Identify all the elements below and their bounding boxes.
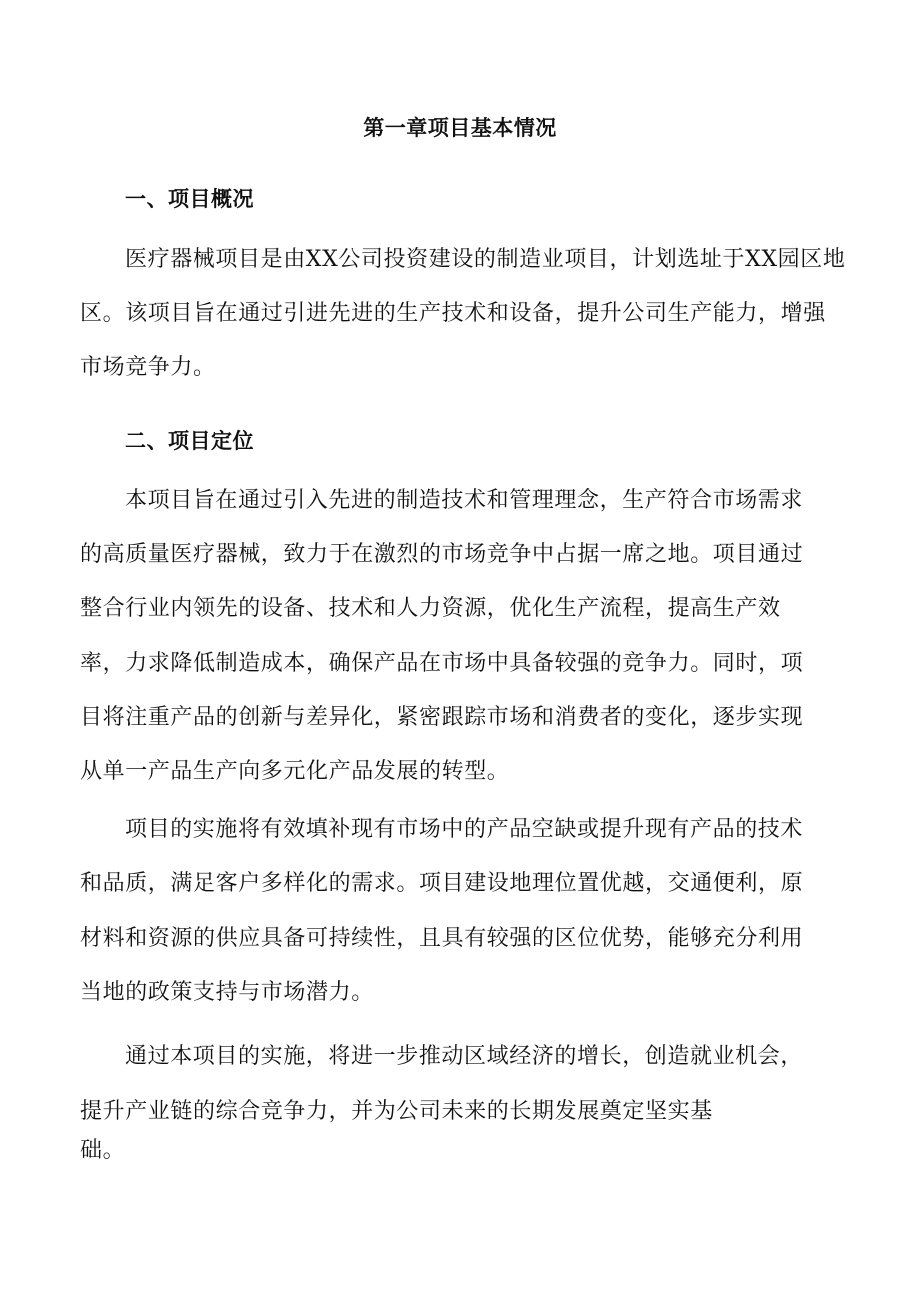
paragraph-line: 和品质，满足客户多样化的需求。项目建设地理位置优越，交通便利，原: [80, 871, 804, 896]
paragraph-line: 提升产业链的综合竞争力，并为公司未来的长期发展奠定坚实基: [80, 1099, 713, 1124]
paragraph-line: 从单一产品生产向多元化产品发展的转型。: [80, 759, 510, 784]
section-heading-positioning: 二、项目定位: [125, 428, 254, 453]
paragraph-line: 目将注重产品的创新与差异化，紧密跟踪市场和消费者的变化，逐步实现: [80, 705, 804, 730]
paragraph-line: 区。该项目旨在通过引进先进的生产技术和设备，提升公司生产能力，增强: [80, 301, 826, 326]
paragraph-line: 项目的实施将有效填补现有市场中的产品空缺或提升现有产品的技术: [125, 817, 804, 842]
paragraph-line: 率，力求降低制造成本，确保产品在市场中具备较强的竞争力。同时，项: [80, 651, 804, 676]
paragraph-line: 整合行业内领先的设备、技术和人力资源，优化生产流程，提高生产效: [80, 596, 781, 621]
paragraph-line: 的高质量医疗器械，致力于在激烈的市场竞争中占据一席之地。项目通过: [80, 542, 804, 567]
section-heading-overview: 一、项目概况: [125, 186, 254, 211]
chapter-title: 第一章项目基本情况: [363, 115, 557, 140]
paragraph-line: 本项目旨在通过引入先进的制造技术和管理理念，生产符合市场需求: [125, 488, 804, 513]
paragraph-line: 当地的政策支持与市场潜力。: [80, 980, 374, 1005]
paragraph-line: 础。: [80, 1138, 126, 1163]
paragraph-line: 材料和资源的供应具备可持续性，且具有较强的区位优势，能够充分利用: [80, 926, 804, 951]
paragraph-line: 市场竞争力。: [80, 355, 216, 380]
paragraph-line: 医疗器械项目是由XX公司投资建设的制造业项目，计划选址于XX园区地: [125, 247, 846, 272]
paragraph-line: 通过本项目的实施，将进一步推动区域经济的增长，创造就业机会，: [125, 1044, 804, 1069]
